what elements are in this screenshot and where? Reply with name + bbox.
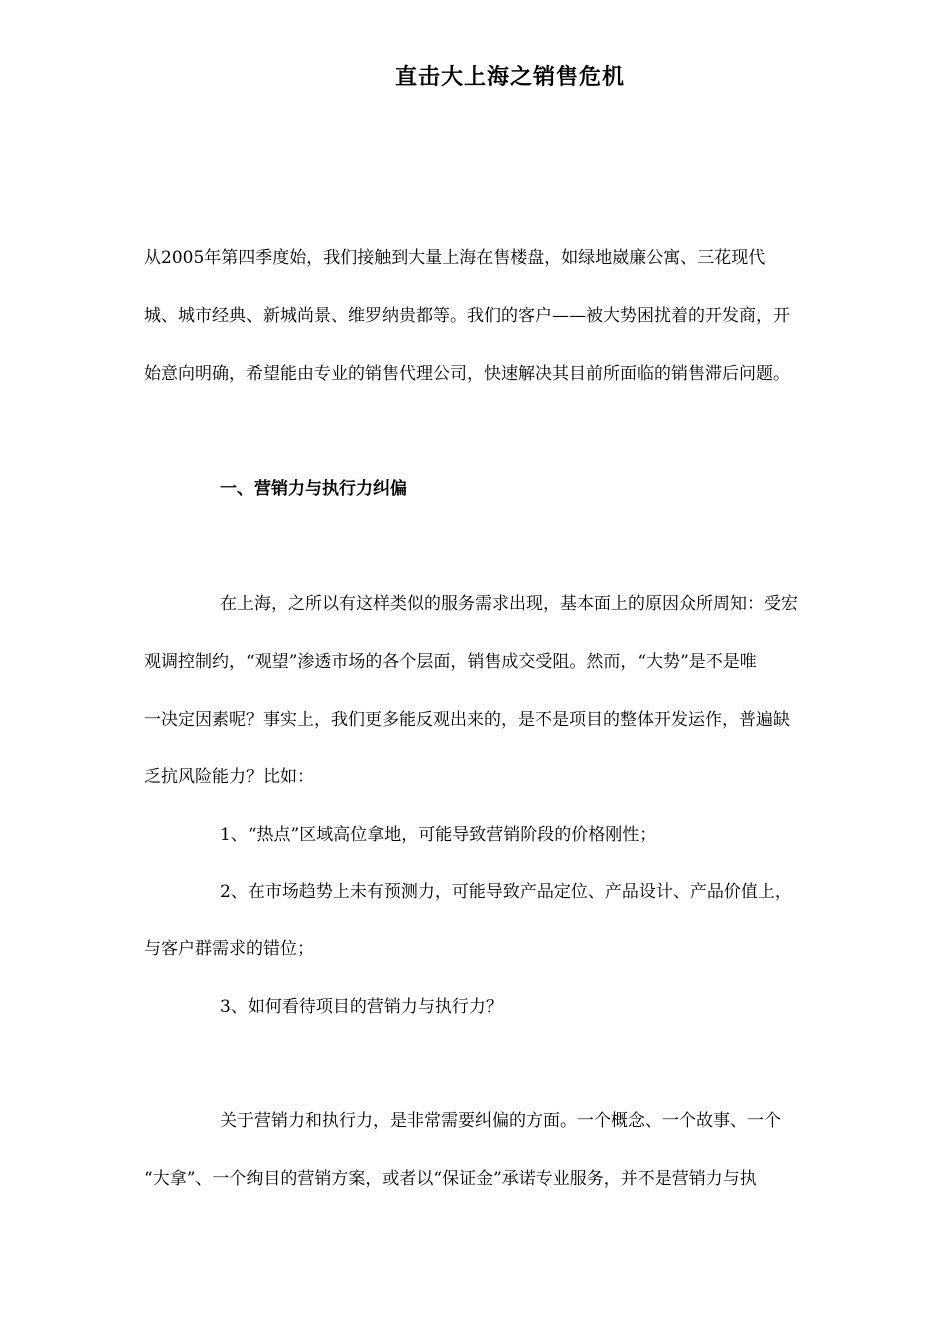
list-item-2-line-2: 与客户群需求的错位；	[144, 939, 314, 959]
paragraph2-line-2: “大拿”、一个绚目的营销方案，或者以“保证金”承诺专业服务，并不是营销力与执	[144, 1169, 757, 1189]
list-item-1: 1、“热点”区域高位拿地，可能导致营销阶段的价格刚性；	[220, 825, 657, 845]
list-item-2-line-1: 2、在市场趋势上未有预测力，可能导致产品定位、产品设计、产品价值上，	[220, 882, 792, 902]
intro-line-2: 城、城市经典、新城尚景、维罗纳贵都等。我们的客户——被大势困扰着的开发商，开	[144, 306, 790, 326]
paragraph1-line-3: 一决定因素呢？事实上，我们更多能反观出来的，是不是项目的整体开发运作，普遍缺	[144, 710, 790, 730]
paragraph1-line-2: 观调控制约，“观望”渗透市场的各个层面，销售成交受阻。然而，“大势”是不是唯	[144, 652, 757, 672]
document-title: 直击大上海之销售危机	[394, 65, 625, 90]
intro-line-3: 始意向明确，希望能由专业的销售代理公司，快速解决其目前所面临的销售滞后问题。	[144, 364, 790, 384]
paragraph2-line-1: 关于营销力和执行力，是非常需要纠偏的方面。一个概念、一个故事、一个	[220, 1111, 781, 1131]
list-item-3: 3、如何看待项目的营销力与执行力？	[220, 997, 503, 1017]
paragraph1-line-1: 在上海，之所以有这样类似的服务需求出现，基本面上的原因众所周知：受宏	[220, 594, 798, 614]
intro-line-1: 从2005年第四季度始，我们接触到大量上海在售楼盘，如绿地崴廉公寓、三花现代	[144, 248, 766, 268]
section-heading: 一、营销力与执行力纠偏	[220, 479, 407, 499]
paragraph1-line-4: 乏抗风险能力？比如：	[144, 767, 314, 787]
